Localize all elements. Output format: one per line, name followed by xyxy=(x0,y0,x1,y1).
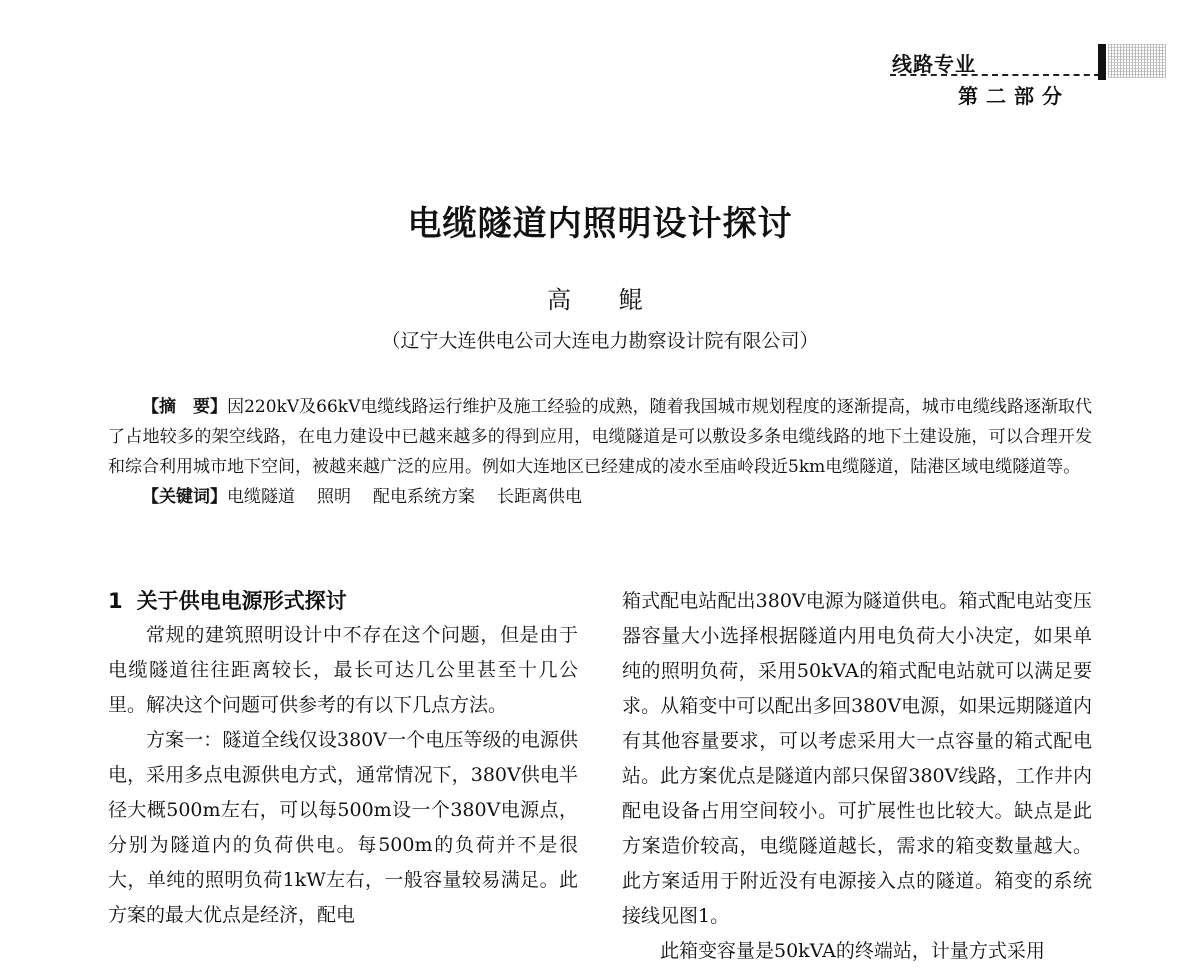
body-paragraph: 箱式配电站配出380V电源为隧道供电。箱式配电站变压器容量大小选择根据隧道内用电负荷大小决定，如果单纯的照明负荷，采用50kVA的箱式配电站就可以满足要求。从箱变中可以配出多回380V电源，如果远期隧道内有其他容量要求，可以考虑采用大一点容量的箱式配电站。此方案优点是隧道内部只保留380V线路，工作井内配电设备占用空间较小。可扩展性也比较大。缺点是此方案造价较高，电缆隧道越长，需求的箱变数量越大。此方案适用于附近没有电源接入点的隧道。箱变的系统接线见图1。 xyxy=(622,590,1092,927)
abstract-paragraph xyxy=(108,392,1092,482)
section-heading xyxy=(108,584,578,618)
body-paragraph: 常规的建筑照明设计中不存在这个问题，但是由于电缆隧道往往距离较长，最长可达几公里甚至十几公里。解决这个问题可供参考的有以下几点方法。 xyxy=(108,624,578,716)
header-part: 第二部分 xyxy=(958,84,1070,108)
header-divider xyxy=(890,74,1100,76)
keywords-label: 【关键词】 xyxy=(142,487,227,507)
body-paragraph: 此箱变容量是50kVA的终端站，计量方式采用 xyxy=(660,940,1045,962)
body-column-left xyxy=(108,584,578,933)
section-title: 关于供电电源形式探讨 xyxy=(136,589,347,613)
body-paragraph: 方案一：隧道全线仅设380V一个电压等级的电源供电，采用多点电源供电方式，通常情况下，380V供电半径大概500m左右，可以每500m设一个380V电源点，分别为隧道内的负荷供电。每500m的负荷并不是很大，单纯的照明负荷1kW左右，一般容量较易满足。此方案的最大优点是经济，配电 xyxy=(108,729,578,926)
article-affiliation: （辽宁大连供电公司大连电力勘察设计院有限公司） xyxy=(381,330,819,352)
header-texture-block xyxy=(1108,44,1166,78)
article-title: 电缆隧道内照明设计探讨 xyxy=(407,204,793,244)
abstract-block xyxy=(108,392,1092,512)
header-marker-bar xyxy=(1098,44,1106,80)
keywords-line xyxy=(108,482,1092,512)
keyword-item: 长距离供电 xyxy=(497,487,582,507)
keyword-item: 电缆隧道 xyxy=(227,487,295,507)
body-column-right xyxy=(622,584,1092,969)
header-category: 线路专业 xyxy=(892,52,976,76)
article-author: 高 鲲 xyxy=(547,286,663,314)
keyword-item: 照明 xyxy=(317,487,351,507)
abstract-text: 因220kV及66kV电缆线路运行维护及施工经验的成熟，随着我国城市规划程度的逐渐提高，城市电缆线路逐渐取代了占地较多的架空线路，在电力建设中已越来越多的得到应用，电缆隧道是可以敷设多条电缆线路的地下土建设施，可以合理开发和综合利用城市地下空间，被越来越广泛的应用。例如大连地区已经建成的凌水至庙岭段近5km电缆隧道，陆港区域电缆隧道等。 xyxy=(108,397,1093,477)
keyword-item: 配电系统方案 xyxy=(373,487,475,507)
section-number: 1 xyxy=(108,589,123,613)
running-header xyxy=(868,40,1168,110)
abstract-label: 【摘 要】 xyxy=(142,397,228,417)
